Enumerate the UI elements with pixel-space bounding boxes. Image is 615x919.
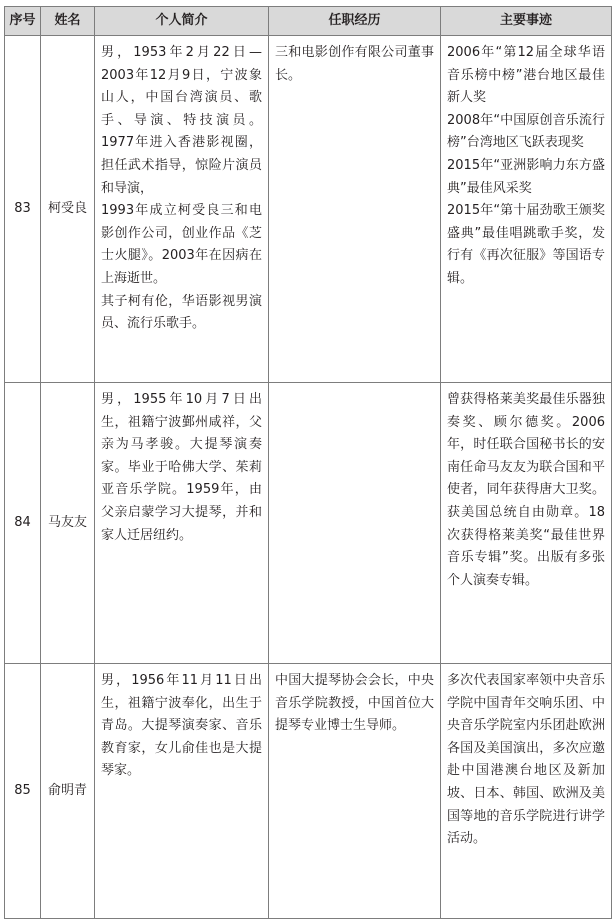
header-career: 任职经历 [269,7,441,36]
header-intro: 个人简介 [95,7,269,36]
career-cell [269,383,441,664]
deeds-cell [441,36,612,383]
intro-paragraph: 男，1953年2月22日—2003年12月9日，宁波象山人，中国台湾演员、歌手、导演、特技演员。1977年进入香港影视圈，担任武术指导，惊险片演员和导演， [101,45,262,196]
intro-paragraph: 男，1955年10月7日出生，祖籍宁波鄞州咸祥，父亲为马孝骏。大提琴演奏家。毕业于哈佛大学、茱莉亚音乐学院。1959年，由父亲启蒙学习大提琴，并和家人迁居纽约。 [101,392,262,543]
person-name: 柯受良 [41,36,95,383]
deeds-paragraph: 2006年“第12届全球华语音乐榜中榜”港台地区最佳新人奖 [447,45,605,106]
intro-cell [95,383,269,664]
career-paragraph: 中国大提琴协会会长，中央音乐学院教授，中国首位大提琴专业博士生导师。 [275,673,434,734]
row-number: 85 [5,664,41,919]
person-name: 俞明青 [41,664,95,919]
deeds-paragraph: 多次代表国家率领中央音乐学院中国青年交响乐团、中央音乐学院室内乐团赴欧洲各国及美国演出，多次应邀赴中国港澳台地区及新加坡、日本、韩国、欧洲及美国等地的音乐学院进行讲学活动。 [447,673,605,847]
intro-paragraph: 1993年成立柯受良三和电影创作公司，创业作品《芝士火腿》。2003年在因病在上海逝世。 [101,203,262,286]
table-row [5,383,612,664]
career-cell [269,664,441,919]
header-number: 序号 [5,7,41,36]
intro-paragraph: 其子柯有伦，华语影视男演员、流行乐歌手。 [101,293,262,332]
deeds-cell [441,664,612,919]
intro-cell [95,36,269,383]
row-number: 84 [5,383,41,664]
header-name: 姓名 [41,7,95,36]
deeds-paragraph: 曾获得格莱美奖最佳乐器独奏奖、顾尔德奖。2006年，时任联合国秘书长的安南任命马友友为联合国和平使者，同年获得唐大卫奖。获美国总统自由勋章。18次获得格莱美奖“最佳世界音乐专辑”奖。出版有多张个人演奏专辑。 [447,392,605,588]
career-cell [269,36,441,383]
header-row [5,7,612,36]
career-paragraph: 三和电影创作有限公司董事长。 [275,45,434,83]
table-row [5,664,612,919]
deeds-paragraph: 2008年“中国原创音乐流行榜”台湾地区飞跃表现奖 [447,112,605,151]
profiles-table [4,6,612,919]
table-row [5,36,612,383]
deeds-paragraph: 2015年“亚洲影响力东方盛典”最佳风采奖 [447,157,605,196]
row-number: 83 [5,36,41,383]
deeds-cell [441,383,612,664]
deeds-paragraph: 2015年“第十届劲歌王颁奖盛典”最佳唱跳歌手奖，发行有《再次征服》等国语专辑。 [447,203,605,286]
header-deeds: 主要事迹 [441,7,612,36]
intro-cell [95,664,269,919]
person-name: 马友友 [41,383,95,664]
intro-paragraph: 男，1956年11月11日出生，祖籍宁波奉化，出生于青岛。大提琴演奏家、音乐教育家，女儿俞佳也是大提琴家。 [101,673,262,779]
